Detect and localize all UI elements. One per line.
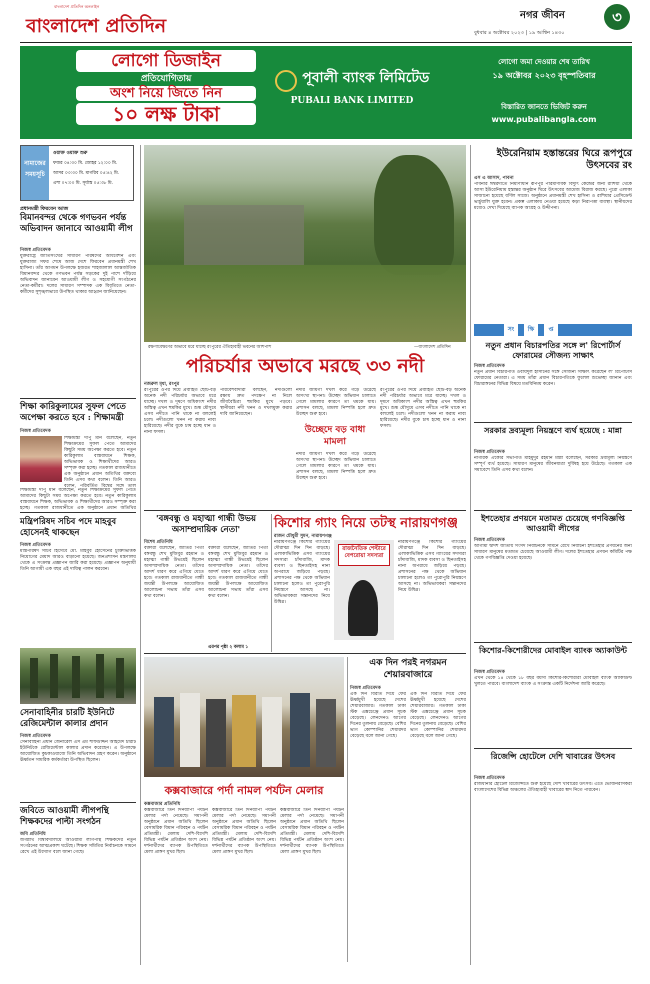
masthead-divider <box>20 42 632 43</box>
ad-deadline-label: লোগো জমা দেওয়ার শেষ তারিখ <box>498 57 590 66</box>
army-headline[interactable]: সেনাবাহিনীর চারটি ইউনিটে রেজিমেন্টাল কালার প্রদান <box>20 708 115 729</box>
bank-name-en: PUBALI BANK LIMITED <box>290 95 414 106</box>
bank-name-bn: পূবালী ব্যাংক লিমিটেড <box>302 70 430 86</box>
river-subhead: উচ্ছেদে বড় বাধা মামলা <box>304 425 366 447</box>
pm-body: যুক্তরাষ্ট্রে জাতিসংঘের সাধারণ পরিষদের অধিবেশন এবং যুক্তরাজ্য সফর শেষে আজ দেশে ফিরবেন প্রধানমন্ত্রী শেখ হাসিনা। তাঁর আগমন উপলক্ষে হজরত শাহজালাল আন্তর্জাতিক বিমানবন্দর থেকে গণভবন পর্যন্ত সড়কের দুই পাশে দাঁড়িয়ে অভিবাদন জানাবেন আওয়ামী লীগ ও সহযোগী সংগঠনের নেতা-কর্মীরা। দলের সাধারণ সম্পাদক এক বিবৃতিতে নেতা-কর্মীদের সুশৃঙ্খলভাবে উপস্থিত থাকার আহ্বান জানিয়েছেন। <box>20 254 136 295</box>
prayer-times-box <box>20 145 134 201</box>
divider <box>144 653 466 654</box>
market-headline[interactable]: এক দিন পরই নগরমন শেয়ারবাজারে <box>369 658 447 680</box>
teachers-body: জগন্নাথ বিশ্ববিদ্যালয়ে আওয়ামী লীগপন্থি শিক্ষকদের নতুন সংগঠনের আত্মপ্রকাশ ঘটেছে। শিক্ষক সমিতির নির্বাচনকে সামনে রেখে এই উদ্যোগ বলে জানা গেছে। <box>20 838 136 855</box>
river-byline: নজরুল মৃধা, রংপুর <box>144 382 180 387</box>
cabinet-body: মন্ত্রিপরিষদ সচিব হিসেবে মো. মাহবুব হোসেনের চুক্তিভিত্তিক নিয়োগের মেয়াদ আরও বাড়ানো হয়েছে। জনপ্রশাসন মন্ত্রণালয় থেকে এ সংক্রান্ত প্রজ্ঞাপন জারি করা হয়েছে। প্রজ্ঞাপন অনুযায়ী তিনি আগামী এক বছর এই দায়িত্ব পালন করবেন। <box>20 549 136 572</box>
divider <box>20 512 136 513</box>
uranium-body: পাবনার ঈশ্বরদীতে নির্মাণাধীন রূপপুর পারমাণবিক বিদ্যুৎ কেন্দ্রের জন্য রাশিয়া থেকে আসা ইউরেনিয়াম হস্তান্তর অনুষ্ঠান ঘিরে উৎসবের আমেজ বিরাজ করছে। পুরো এলাকা সাজানো হয়েছে বর্ণিল সাজে। অনুষ্ঠানে প্রধানমন্ত্রী শেখ হাসিনা ও রাশিয়ার প্রেসিডেন্ট ভার্চুয়ালি যুক্ত হবেন। প্রকল্প এলাকায় নেওয়া হয়েছে কড়া নিরাপত্তা ব্যবস্থা। স্থানীয়দের মধ্যেও দেখা দিয়েছে ব্যাপক আগ্রহ ও উদ্দীপনা। <box>474 182 632 211</box>
brief-label-2: ক্ষি <box>524 324 538 336</box>
column-divider <box>347 657 348 962</box>
divider <box>474 422 632 423</box>
teachers-byline: জবি প্রতিনিধি <box>20 832 46 837</box>
prayer-row: আসর ০৩:৩০ মি. মাগরিব ০৫:৪২ মি. <box>53 171 120 176</box>
bangabandhu-byline: বিশেষ প্রতিনিধি <box>144 540 173 545</box>
prayer-header: ওয়াক্ত ওয়াক্ত শুরু <box>53 151 88 156</box>
fair-body-2: কক্সবাজারে তিন দিনব্যাপী পর্যটন মেলার পর্দা নেমেছে। সমাপনী অনুষ্ঠানে প্রধান অতিথি ছিলেন বেসামরিক বিমান পরিবহন ও পর্যটন প্রতিমন্ত্রী। মেলায় দেশি-বিদেশি বিভিন্ন পর্যটন প্রতিষ্ঠান অংশ নেয়। দর্শনার্থীদের ব্যাপক উপস্থিতিতে মেলা প্রাঙ্গণ মুখর ছিল। <box>212 808 276 855</box>
gang-illustration <box>334 540 394 640</box>
market-byline: নিজস্ব প্রতিবেদক <box>350 686 381 691</box>
army-ceremony-photo <box>20 648 136 704</box>
brief4-byline: নিজস্ব প্রতিবেদক <box>474 670 505 675</box>
ad-visit-label: বিস্তারিত জানতে ভিজিট করুন <box>501 102 587 111</box>
education-headline[interactable]: শিক্ষা কারিকুলামের সুফল পেতে অপেক্ষা করতে হবে : শিক্ষামন্ত্রী <box>20 402 126 423</box>
date-line: বুধবার ৪ অক্টোবর ২০২৩ | ১৯ আশ্বিন ১৪৩০ <box>474 30 565 36</box>
brief3-body: আগামী দ্বাদশ জাতীয় সংসদ নির্বাচনকে সামনে রেখে নির্বাচনী ইশতেহার প্রণয়নের জন্য সাধারণ মানুষের মতামত চেয়েছে আওয়ামী লীগ। দলের ইশতেহার প্রণয়ন কমিটির পক্ষ থেকে গণবিজ্ঞপ্তি দেওয়া হয়েছে। <box>474 544 632 561</box>
pm-kicker: প্রধানমন্ত্রী ফিরবেন আজ <box>20 206 69 212</box>
divider <box>144 510 466 511</box>
brief5-byline: নিজস্ব প্রতিবেদক <box>474 776 505 781</box>
masthead <box>0 0 650 44</box>
river-body-2: পরিবেশবাদীরা বলছেন, নদীগুলো রক্ষায় দ্রুত পদক্ষেপ না নিলে জীববৈচিত্র্য হুমকির মুখে পড়বে। স্থানীয়রা নদী খনন ও দখলমুক্ত করার দাবি জানিয়েছেন। <box>220 388 292 417</box>
gang-byline: রাজন চৌধুরী সুমন, নারায়ণগঞ্জ <box>274 534 332 539</box>
brief1-body: নতুন প্রধান বিচারপতি ওবায়দুল হাসানের সঙ্গে সৌজন্য সাক্ষাৎ করেছেন ল' রিপোর্টার্স ফোরামের নেতারা। এ সময় তাঁরা প্রধান বিচারপতিকে ফুলেল শুভেচ্ছা জানান এবং বিচারাঙ্গনের বিভিন্ন বিষয়ে মতবিনিময় করেন। <box>474 370 632 387</box>
brief2-body: নাগরিক ঐক্যের সভাপতি মাহমুদুর রহমান মান্না বলেছেন, সরকার দ্রব্যমূল্য নিয়ন্ত্রণে সম্পূর্ণ ব্যর্থ হয়েছে। সাধারণ মানুষের জীবনযাত্রা দুর্বিষহ হয়ে উঠেছে। গতকাল এক সমাবেশে তিনি এসব কথা বলেন। <box>474 456 632 473</box>
gang-figure-icon <box>348 580 378 636</box>
prayer-title: নামাজের সময়সূচি <box>21 146 49 200</box>
brief5-headline[interactable]: রিজেন্সি হোটেলে দেশি খাবারের উৎসব <box>490 751 616 761</box>
brief-label-1: সং <box>504 324 518 336</box>
logo-tagline: বাংলাদেশ প্রতিদিন অনলাইন <box>54 4 100 9</box>
river-body-3: নদীর জায়গা দখল করে গড়ে উঠেছে অসংখ্য স্থাপনা। উচ্ছেদ অভিযান চালাতে গেলে মামলার কারণে তা থমকে যায়। প্রশাসন বলছে, মামলা নিষ্পত্তি হলে দ্রুত উচ্ছেদ শুরু হবে। <box>296 388 376 417</box>
army-body: সেনাবাহিনী প্রধান জেনারেল এস এম শফিউদ্দিন আহমেদ চারটি ইউনিটকে রেজিমেন্টাল কালার প্রদান করেছেন। এ উপলক্ষে আয়োজিত কুচকাওয়াজে তিনি অভিবাদন গ্রহণ করেন। অনুষ্ঠানে ঊর্ধ্বতন সামরিক কর্মকর্তারা উপস্থিত ছিলেন। <box>20 740 136 763</box>
bangabandhu-headline[interactable]: 'বঙ্গবন্ধু ও মহাত্মা গান্ধী উভয় অসাম্প্রদায়িক নেতা' <box>156 514 256 535</box>
divider <box>20 802 136 803</box>
teachers-headline[interactable]: জবিতে আওয়ামী লীগপন্থি শিক্ষকদের পাল্টা সংগঠন <box>20 806 109 827</box>
divider <box>474 642 632 643</box>
brief1-headline[interactable]: নতুন প্রধান বিচারপতির সঙ্গে ল' রিপোর্টার্স ফোরামের সৌজন্য সাক্ষাৎ <box>485 340 621 360</box>
column-divider <box>140 145 141 965</box>
fair-headline[interactable]: কক্সবাজারে পর্দা নামল পর্যটন মেলার <box>164 784 324 797</box>
river-headline[interactable]: পরিচর্যার অভাবে মরছে ৩৩ নদী <box>185 355 425 377</box>
brief-news-bar <box>474 324 632 336</box>
ad-bank-block <box>268 66 436 106</box>
page-number-badge: ৩ <box>604 4 630 30</box>
photo-credit: —বাংলাদেশ প্রতিদিন <box>414 345 451 350</box>
brief1-byline: নিজস্ব প্রতিবেদক <box>474 364 505 369</box>
river-body-1: রংপুরের ওপর দিয়ে প্রবাহিত ছোট-বড় অনেক নদী পরিচর্যার অভাবে মরে যাচ্ছে। দখল ও দূষণে অধিকাংশ নদীর অস্তিত্ব এখন হুমকির মুখে। শুষ্ক মৌসুমে এসব নদীতে পানি থাকে না বললেই চলে। নদীগুলো খনন না করায় নাব্য হারিয়েছে। নদীর বুকে চাষ হচ্ছে ধান ও নানা ফসল। <box>144 388 216 435</box>
pubali-bank-ad[interactable] <box>20 46 632 139</box>
ad-url-link[interactable]: www.pubalibangla.com <box>491 115 597 124</box>
ad-line-3: অংশ নিয়ে জিতে নিন <box>76 86 256 101</box>
uranium-byline: এস এ আসাদ, পাবনা <box>474 176 514 181</box>
brief4-body: এখন থেকে ১৪ থেকে ১৮ বছর বয়সী কিশোর-কিশোরীরা মোবাইল ব্যাংক অ্যাকাউন্ট খুলতে পারবে। বাংলাদেশ ব্যাংক এ সংক্রান্ত একটি নির্দেশনা জারি করেছে। <box>474 676 632 687</box>
river-body-5: রংপুরের ওপর দিয়ে প্রবাহিত ছোট-বড় অনেক নদী পরিচর্যার অভাবে মরে যাচ্ছে। দখল ও দূষণে অধিকাংশ নদীর অস্তিত্ব এখন হুমকির মুখে। শুষ্ক মৌসুমে এসব নদীতে পানি থাকে না বললেই চলে। নদীগুলো খনন না করায় নাব্য হারিয়েছে। নদীর বুকে চাষ হচ্ছে ধান ও নানা ফসল। <box>380 388 466 429</box>
divider <box>474 748 632 749</box>
ad-headline-block <box>76 50 256 125</box>
brief2-byline: নিজস্ব প্রতিবেদক <box>474 450 505 455</box>
column-divider <box>271 514 272 652</box>
ad-line-1: লোগো ডিজাইন <box>76 50 256 72</box>
brief5-body: রাজধানীর হোটেল রিজেন্সিতে শুরু হয়েছে দেশি খাবারের উৎসব। এতে ভোজনরসিকরা বাংলাদেশের বিভিন্ন অঞ্চলের ঐতিহ্যবাহী খাবারের স্বাদ নিতে পারবেন। <box>474 782 632 793</box>
market-body-1: এক দিন বিরতি দিয়ে ফের ঊর্ধ্বমুখী হয়েছে দেশের শেয়ারবাজার। গতকাল ঢাকা স্টক এক্সচেঞ্জে প্রধান সূচক বেড়েছে। লেনদেনও আগের দিনের তুলনায় বেড়েছে। বেশির ভাগ কোম্পানির শেয়ারদর বেড়েছে বলে জানা গেছে। <box>350 692 406 739</box>
river-photo <box>144 145 466 342</box>
tourism-fair-photo <box>144 657 344 777</box>
education-body: শিক্ষামন্ত্রী দীপু মনি বলেছেন, নতুন শিক্ষাক্রমের সুফল পেতে আমাদের কিছুটা সময় অপেক্ষা করতে হবে। নতুন কারিকুলাম বাস্তবায়নে শিক্ষক, অভিভাবক ও শিক্ষার্থীদের আরও সম্পৃক্ত করা হচ্ছে। গতকাল রাজধানীতে এক অনুষ্ঠানে প্রধান অতিথির বক্তব্যে তিনি এসব কথা বলেন। তিনি আরও বলেন, পরিবর্তিত বিশ্বের সঙ্গে তাল <box>64 436 136 488</box>
fair-byline: কক্সবাজার প্রতিনিধি <box>144 802 181 807</box>
education-body-cont: শিক্ষামন্ত্রী দীপু মনি বলেছেন, নতুন শিক্ষাক্রমের সুফল পেতে আমাদের কিছুটা সময় অপেক্ষা করতে হবে। নতুন কারিকুলাম বাস্তবায়নে শিক্ষক, অভিভাবক ও শিক্ষার্থীদের আরও সম্পৃক্ত করা হচ্ছে। গতকাল রাজধানীতে এক অনুষ্ঠানে প্রধান অতিথির <box>20 488 136 510</box>
brief3-byline: নিজস্ব প্রতিবেদক <box>474 538 505 543</box>
ad-details-block <box>460 56 628 124</box>
prayer-row: ফজর ০৪:৩০ মি. জোহর ১২:০০ মি. <box>53 161 118 166</box>
ad-deadline-date: ১৯ অক্টোবর ২০২৩ বৃহস্পতিবার <box>492 70 596 80</box>
gang-headline[interactable]: কিশোর গ্যাং নিয়ে তটস্থ নারায়ণগঞ্জ <box>274 516 458 531</box>
education-minister-photo <box>20 436 62 482</box>
river-body-4: নদীর জায়গা দখল করে গড়ে উঠেছে অসংখ্য স্থাপনা। উচ্ছেদ অভিযান চালাতে গেলে মামলার কারণে তা থমকে যায়। প্রশাসন বলছে, মামলা নিষ্পত্তি হলে দ্রুত উচ্ছেদ শুরু হবে। <box>296 452 376 481</box>
section-title: নগর জীবন <box>520 10 565 21</box>
brief2-headline[interactable]: সরকার দ্রব্যমূল্য নিয়ন্ত্রণে ব্যর্থ হয়েছে : মান্না <box>484 425 622 435</box>
education-byline: নিজস্ব প্রতিবেদক <box>20 429 51 434</box>
uranium-headline[interactable]: ইউরেনিয়াম হস্তান্তরের ঘিরে রূপপুরে উৎসবের রং <box>496 148 632 171</box>
fair-body-3: কক্সবাজারে তিন দিনব্যাপী পর্যটন মেলার পর্দা নেমেছে। সমাপনী অনুষ্ঠানে প্রধান অতিথি ছিলেন বেসামরিক বিমান পরিবহন ও পর্যটন প্রতিমন্ত্রী। মেলায় দেশি-বিদেশি বিভিন্ন পর্যটন প্রতিষ্ঠান অংশ নেয়। দর্শনার্থীদের ব্যাপক উপস্থিতিতে মেলা প্রাঙ্গণ মুখর ছিল। <box>280 808 344 855</box>
brief-label-3: প্ত <box>544 324 558 336</box>
gang-callout: রাজনৈতিক শেল্টারে বেপরোয়া সদস্যরা <box>338 544 390 566</box>
cabinet-headline[interactable]: মন্ত্রিপরিষদ সচিব পদে মাহবুব হোসেনই থাকছেন <box>20 517 117 538</box>
bangabandhu-body-1: বক্তারা বলেছেন, জাতির পিতা বঙ্গবন্ধু শেখ মুজিবুর রহমান ও মহাত্মা গান্ধী উভয়েই ছিলেন অসাম্প্রদায়িক নেতা। তাঁদের আদর্শ ধারণ করে এগিয়ে যেতে হবে। গতকাল রাজধানীতে গান্ধী জয়ন্তী উপলক্ষে আয়োজিত আলোচনা সভায় তাঁরা এসব কথা বলেন। <box>144 546 204 599</box>
gang-body-1: নারায়ণগঞ্জে কিশোর গ্যাংয়ের দৌরাত্ম্য দিন দিন বাড়ছে। এলাকাভিত্তিক এসব গ্যাংয়ের সদস্যরা চাঁদাবাজি, মাদক ব্যবসা ও ছিনতাইসহ নানা অপরাধে জড়িয়ে পড়ছে। প্রশাসনের পক্ষ থেকে অভিযান চালানো হলেও তা পুরোপুরি নিয়ন্ত্রণে আসছে না। অভিভাবকরা সন্তানদের নিয়ে উদ্বিগ্ন। <box>274 540 330 605</box>
divider <box>20 398 136 399</box>
brief4-headline[interactable]: কিশোর-কিশোরীদের মোবাইল ব্যাংক অ্যাকাউন্ট <box>479 645 627 655</box>
army-byline: নিজস্ব প্রতিবেদক <box>20 734 51 739</box>
market-body-2: এক দিন বিরতি দিয়ে ফের ঊর্ধ্বমুখী হয়েছে দেশের শেয়ারবাজার। গতকাল ঢাকা স্টক এক্সচেঞ্জে প্রধান সূচক বেড়েছে। লেনদেনও আগের দিনের তুলনায় বেড়েছে। বেশির ভাগ কোম্পানির শেয়ারদর বেড়েছে বলে জানা গেছে। <box>410 692 466 739</box>
newspaper-logo[interactable]: বাংলাদেশ প্রতিদিন <box>26 15 167 37</box>
fair-body-1: কক্সবাজারে তিন দিনব্যাপী পর্যটন মেলার পর্দা নেমেছে। সমাপনী অনুষ্ঠানে প্রধান অতিথি ছিলেন বেসামরিক বিমান পরিবহন ও পর্যটন প্রতিমন্ত্রী। মেলায় দেশি-বিদেশি বিভিন্ন পর্যটন প্রতিষ্ঠান অংশ নেয়। দর্শনার্থীদের ব্যাপক উপস্থিতিতে মেলা প্রাঙ্গণ মুখর ছিল। <box>144 808 208 855</box>
photo-caption: রক্ষণাবেক্ষণের অভাবে মরে যাচ্ছে রংপুরের ঐতিহ্যবাহী ভবনের আশপাশ <box>148 345 272 350</box>
ad-line-4: ১০ লক্ষ টাকা <box>76 103 256 125</box>
prayer-row: এশা ০৭:০০ মি. সূর্যাস্ত ০৫:৩৮ মি. <box>53 181 114 186</box>
gang-body-2: নারায়ণগঞ্জে কিশোর গ্যাংয়ের দৌরাত্ম্য দিন দিন বাড়ছে। এলাকাভিত্তিক এসব গ্যাংয়ের সদস্যরা চাঁদাবাজি, মাদক ব্যবসা ও ছিনতাইসহ নানা অপরাধে জড়িয়ে পড়ছে। প্রশাসনের পক্ষ থেকে অভিযান চালানো হলেও তা পুরোপুরি নিয়ন্ত্রণে আসছে না। অভিভাবকরা সন্তানদের নিয়ে উদ্বিগ্ন। <box>398 540 466 593</box>
cabinet-byline: নিজস্ব প্রতিবেদক <box>20 543 51 548</box>
pm-headline[interactable]: বিমানবন্দর থেকে গণভবন পর্যন্ত অভিবাদন জানাবে আওয়ামী লীগ <box>20 213 133 234</box>
brief3-headline[interactable]: ইশতেহার প্রণয়নে মতামত চেয়েছে গণবিজ্ঞপ্তি আওয়ামী লীগের <box>481 513 625 533</box>
bangabandhu-body-2: বক্তারা বলেছেন, জাতির পিতা বঙ্গবন্ধু শেখ মুজিবুর রহমান ও মহাত্মা গান্ধী উভয়েই ছিলেন অসাম্প্রদায়িক নেতা। তাঁদের আদর্শ ধারণ করে এগিয়ে যেতে হবে। গতকাল রাজধানীতে গান্ধী জয়ন্তী উপলক্ষে আয়োজিত আলোচনা সভায় তাঁরা এসব কথা বলেন। <box>208 546 268 599</box>
bank-logo-icon <box>275 70 297 92</box>
divider <box>474 510 632 511</box>
column-divider <box>470 145 471 965</box>
pm-byline: নিজস্ব প্রতিবেদক <box>20 248 51 253</box>
ad-line-2: প্রতিযোগিতায় <box>140 74 192 84</box>
bangabandhu-continued[interactable]: এরপর পৃষ্ঠা ২ কলাম ১ <box>208 645 249 650</box>
